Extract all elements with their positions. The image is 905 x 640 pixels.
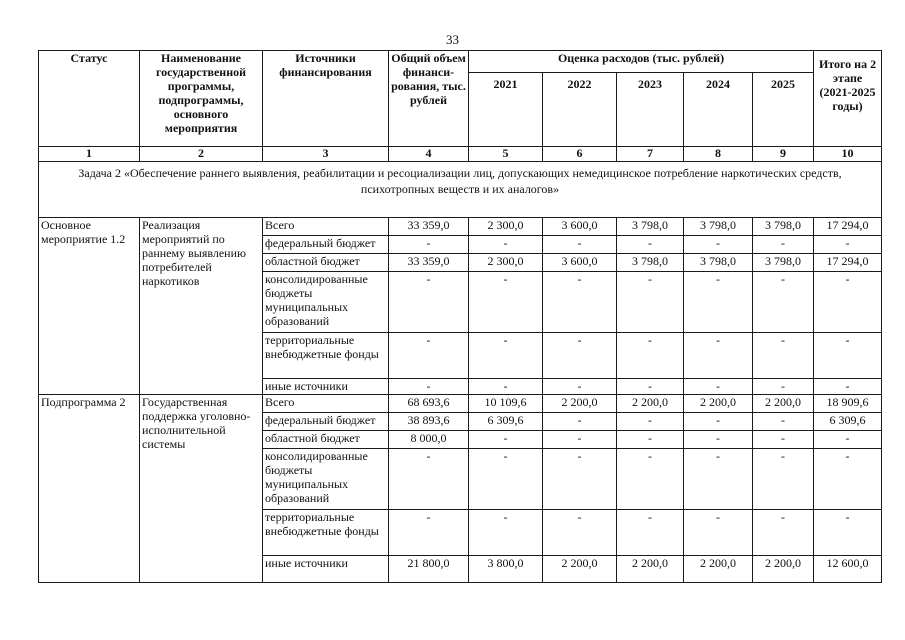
value-cell: 2 200,0 bbox=[543, 556, 617, 583]
value-cell: - bbox=[684, 333, 753, 379]
header-year: 2021 bbox=[469, 73, 543, 147]
value-cell: - bbox=[469, 236, 543, 254]
value-cell: 33 359,0 bbox=[389, 218, 469, 236]
status-cell: Основное мероприятие 1.2 bbox=[39, 218, 140, 395]
value-cell: 6 309,6 bbox=[469, 413, 543, 431]
value-cell: 3 798,0 bbox=[753, 218, 814, 236]
source-cell: федеральный бюджет bbox=[263, 236, 389, 254]
column-number: 3 bbox=[263, 147, 389, 162]
value-cell: - bbox=[684, 510, 753, 556]
value-cell: 2 200,0 bbox=[617, 395, 684, 413]
value-cell: - bbox=[814, 449, 882, 510]
value-cell: - bbox=[543, 236, 617, 254]
source-cell: областной бюджет bbox=[263, 254, 389, 272]
value-cell: 3 600,0 bbox=[543, 254, 617, 272]
value-cell: - bbox=[469, 449, 543, 510]
column-number: 8 bbox=[684, 147, 753, 162]
task-title: Задача 2 «Обеспечение раннего выявления, реабилитации и ресоциализации лиц, допускающих немедицинское потребление наркотических средств, психотропных веществ и их аналогов» bbox=[39, 162, 882, 218]
value-cell: - bbox=[469, 510, 543, 556]
value-cell: - bbox=[617, 379, 684, 395]
value-cell: - bbox=[617, 510, 684, 556]
value-cell: - bbox=[753, 431, 814, 449]
column-number: 10 bbox=[814, 147, 882, 162]
header-year: 2024 bbox=[684, 73, 753, 147]
value-cell: 17 294,0 bbox=[814, 254, 882, 272]
value-cell: 3 800,0 bbox=[469, 556, 543, 583]
value-cell: - bbox=[617, 236, 684, 254]
value-cell: 3 798,0 bbox=[617, 254, 684, 272]
value-cell: 3 798,0 bbox=[617, 218, 684, 236]
value-cell: - bbox=[684, 449, 753, 510]
header-year: 2022 bbox=[543, 73, 617, 147]
value-cell: - bbox=[684, 431, 753, 449]
value-cell: 2 200,0 bbox=[543, 395, 617, 413]
name-cell: Реализация мероприятий по раннему выявлению потребителей наркотиков bbox=[140, 218, 263, 395]
value-cell: - bbox=[389, 510, 469, 556]
source-cell: консолидированные бюджеты муниципальных образований bbox=[263, 449, 389, 510]
column-number: 1 bbox=[39, 147, 140, 162]
value-cell: - bbox=[814, 272, 882, 333]
value-cell: 10 109,6 bbox=[469, 395, 543, 413]
value-cell: - bbox=[753, 379, 814, 395]
value-cell: - bbox=[389, 449, 469, 510]
value-cell: 38 893,6 bbox=[389, 413, 469, 431]
column-number: 2 bbox=[140, 147, 263, 162]
value-cell: 21 800,0 bbox=[389, 556, 469, 583]
value-cell: 3 600,0 bbox=[543, 218, 617, 236]
value-cell: - bbox=[617, 413, 684, 431]
column-number: 9 bbox=[753, 147, 814, 162]
value-cell: 2 300,0 bbox=[469, 218, 543, 236]
value-cell: 2 200,0 bbox=[684, 395, 753, 413]
column-number: 4 bbox=[389, 147, 469, 162]
value-cell: - bbox=[753, 272, 814, 333]
header-sources: Источники финансирования bbox=[263, 51, 389, 147]
column-number: 6 bbox=[543, 147, 617, 162]
value-cell: 18 909,6 bbox=[814, 395, 882, 413]
value-cell: 17 294,0 bbox=[814, 218, 882, 236]
value-cell: - bbox=[617, 333, 684, 379]
value-cell: - bbox=[389, 272, 469, 333]
value-cell: - bbox=[617, 431, 684, 449]
value-cell: 2 200,0 bbox=[753, 395, 814, 413]
page-number: 33 bbox=[446, 32, 459, 47]
value-cell: 2 200,0 bbox=[684, 556, 753, 583]
value-cell: - bbox=[814, 333, 882, 379]
value-cell: 68 693,6 bbox=[389, 395, 469, 413]
source-cell: консолидированные бюджеты муниципальных образований bbox=[263, 272, 389, 333]
header-name: Наименование государственной программы, подпрограммы, основного мероприятия bbox=[140, 51, 263, 147]
table-row bbox=[39, 218, 882, 236]
value-cell: - bbox=[543, 413, 617, 431]
value-cell: - bbox=[389, 236, 469, 254]
value-cell: 6 309,6 bbox=[814, 413, 882, 431]
column-number: 5 bbox=[469, 147, 543, 162]
expenditure-table bbox=[38, 50, 882, 583]
value-cell: - bbox=[753, 449, 814, 510]
value-cell: - bbox=[814, 236, 882, 254]
source-cell: иные источники bbox=[263, 379, 389, 395]
value-cell: - bbox=[389, 379, 469, 395]
value-cell: - bbox=[684, 413, 753, 431]
value-cell: - bbox=[469, 333, 543, 379]
source-cell: территориальные внебюджетные фонды bbox=[263, 333, 389, 379]
status-cell: Подпрограмма 2 bbox=[39, 395, 140, 583]
header-stage-total: Итого на 2 этапе (2021-2025 годы) bbox=[814, 51, 882, 147]
value-cell: - bbox=[753, 333, 814, 379]
source-cell: территориальные внебюджетные фонды bbox=[263, 510, 389, 556]
source-cell: Всего bbox=[263, 395, 389, 413]
value-cell: - bbox=[469, 379, 543, 395]
value-cell: - bbox=[543, 333, 617, 379]
header-estimate: Оценка расходов (тыс. рублей) bbox=[469, 51, 814, 73]
value-cell: - bbox=[684, 272, 753, 333]
value-cell: 8 000,0 bbox=[389, 431, 469, 449]
value-cell: - bbox=[543, 431, 617, 449]
value-cell: 33 359,0 bbox=[389, 254, 469, 272]
value-cell: 3 798,0 bbox=[684, 254, 753, 272]
value-cell: - bbox=[389, 333, 469, 379]
value-cell: - bbox=[684, 379, 753, 395]
value-cell: 2 300,0 bbox=[469, 254, 543, 272]
value-cell: - bbox=[814, 379, 882, 395]
column-number: 7 bbox=[617, 147, 684, 162]
source-cell: федеральный бюджет bbox=[263, 413, 389, 431]
source-cell: областной бюджет bbox=[263, 431, 389, 449]
source-cell: Всего bbox=[263, 218, 389, 236]
value-cell: - bbox=[753, 236, 814, 254]
value-cell: - bbox=[543, 510, 617, 556]
header-total-volume: Общий объем финанси-рования, тыс. рублей bbox=[389, 51, 469, 147]
value-cell: - bbox=[469, 272, 543, 333]
value-cell: - bbox=[543, 272, 617, 333]
value-cell: - bbox=[469, 431, 543, 449]
value-cell: 3 798,0 bbox=[753, 254, 814, 272]
value-cell: - bbox=[814, 431, 882, 449]
value-cell: - bbox=[617, 272, 684, 333]
value-cell: - bbox=[543, 449, 617, 510]
value-cell: - bbox=[617, 449, 684, 510]
value-cell: 2 200,0 bbox=[753, 556, 814, 583]
value-cell: - bbox=[753, 510, 814, 556]
header-status: Статус bbox=[39, 51, 140, 147]
value-cell: - bbox=[753, 413, 814, 431]
value-cell: 12 600,0 bbox=[814, 556, 882, 583]
value-cell: - bbox=[814, 510, 882, 556]
header-year: 2023 bbox=[617, 73, 684, 147]
table-row bbox=[39, 395, 882, 413]
value-cell: - bbox=[543, 379, 617, 395]
name-cell: Государственная поддержка уголовно-исполнительной системы bbox=[140, 395, 263, 583]
source-cell: иные источники bbox=[263, 556, 389, 583]
header-year: 2025 bbox=[753, 73, 814, 147]
value-cell: 2 200,0 bbox=[617, 556, 684, 583]
value-cell: 3 798,0 bbox=[684, 218, 753, 236]
value-cell: - bbox=[684, 236, 753, 254]
